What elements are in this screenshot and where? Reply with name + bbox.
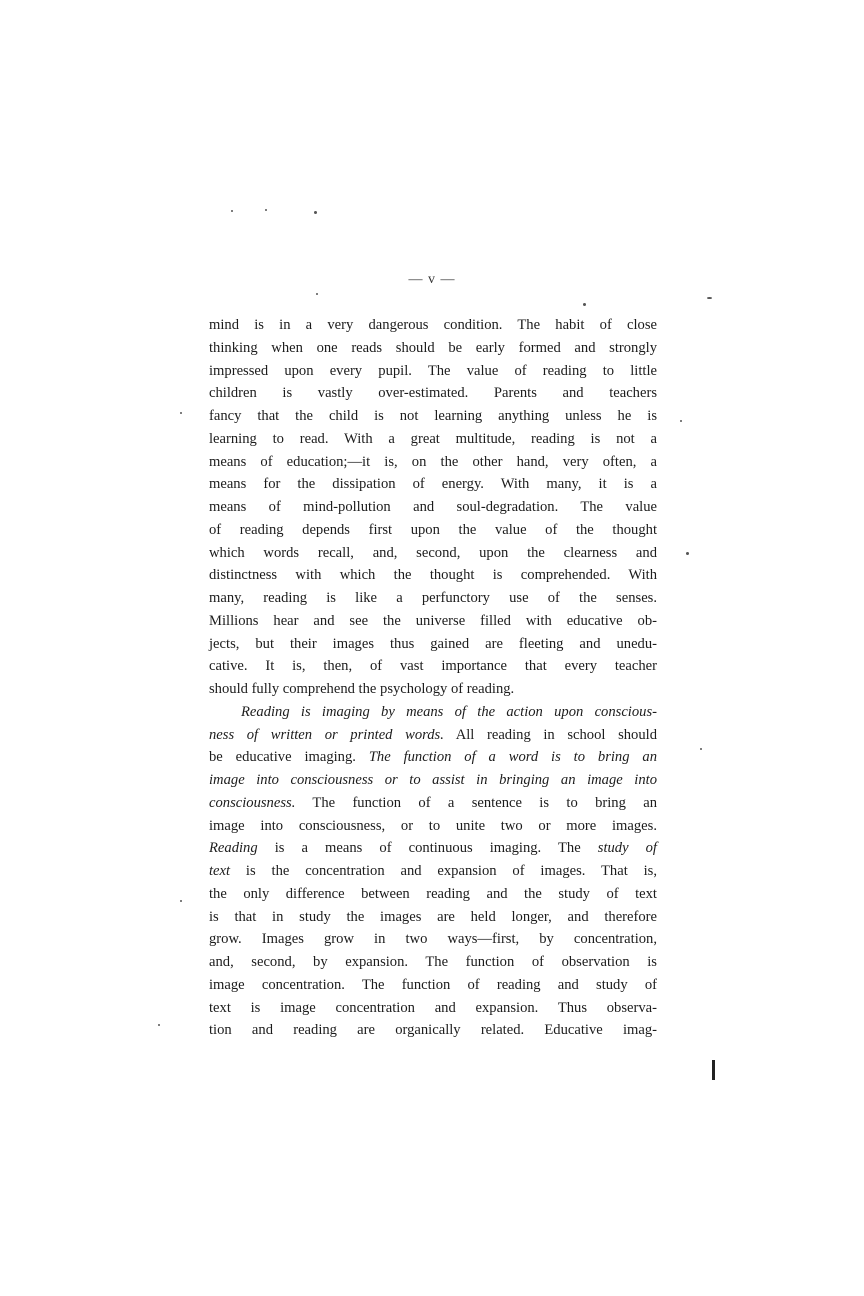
- italic-text: image into consciousness or to assist in bringing an image into: [209, 772, 657, 788]
- text-run: children is vastly over-estimated. Parents and teachers: [209, 385, 657, 402]
- text-line: [209, 906, 657, 929]
- text-line: [209, 633, 657, 656]
- text-line: [209, 951, 657, 974]
- text-run: should fully comprehend the psychology of reading.: [209, 681, 515, 697]
- text-line: [209, 360, 657, 383]
- text-run: distinctness with which the thought is comprehended. With: [209, 567, 657, 584]
- text-run: and, second, by expansion. The function of observation is: [209, 954, 657, 970]
- text-run: text is image concentration and expansion. Thus observa-: [209, 999, 657, 1016]
- text-line: [209, 405, 657, 428]
- text-line: [209, 519, 657, 542]
- text-line: [209, 769, 657, 792]
- scan-speck: [180, 412, 182, 414]
- text-run: Millions hear and see the universe filled with educative ob-: [209, 612, 657, 629]
- text-run: The function of a sentence is to bring an: [295, 794, 657, 811]
- text-run: jects, but their images thus gained are fleeting and unedu-: [209, 635, 657, 652]
- text-run: All reading in school should: [443, 726, 657, 743]
- scan-speck: [316, 293, 318, 295]
- text-line: [209, 655, 657, 678]
- text-run: is that in study the images are held longer, and therefore: [209, 908, 657, 925]
- text-run: which words recall, and, second, upon the clearness and: [209, 544, 657, 561]
- text-run: image concentration. The function of reading and study of: [209, 976, 657, 993]
- text-line: [209, 382, 657, 405]
- text-line: [209, 860, 657, 883]
- text-run: impressed upon every pupil. The value of reading to little: [209, 362, 657, 379]
- scan-speck: [707, 297, 712, 299]
- text-line: [209, 792, 657, 815]
- scan-speck: [583, 303, 586, 306]
- text-line: [209, 496, 657, 519]
- page-number: — v —: [408, 272, 456, 287]
- scan-speck: [314, 211, 317, 214]
- italic-text: consciousness.: [209, 794, 296, 811]
- text-run: means of mind-pollution and soul-degradation. The value: [209, 499, 657, 515]
- text-run: cative. It is, then, of vast importance that every teacher: [209, 658, 657, 675]
- italic-text: study of: [597, 840, 657, 857]
- text-line: [209, 701, 657, 724]
- italic-text: text: [209, 863, 231, 879]
- text-run: fancy that the child is not learning anything unless he is: [209, 408, 657, 424]
- text-run: image into consciousness, or to unite two or more images.: [209, 817, 657, 834]
- text-line: [209, 997, 657, 1020]
- text-line: [209, 815, 657, 838]
- text-run: thinking when one reads should be early formed and strongly: [209, 339, 657, 356]
- text-line: [209, 610, 657, 633]
- scan-speck: [680, 420, 682, 422]
- italic-text: Reading: [209, 840, 258, 857]
- text-line: [209, 337, 657, 360]
- text-line: [209, 746, 657, 769]
- text-run: many, reading is like a perfunctory use of the senses.: [209, 590, 657, 606]
- text-line: [209, 883, 657, 906]
- scan-speck: [700, 748, 702, 750]
- text-line: [209, 473, 657, 496]
- text-run: grow. Images grow in two ways—first, by concentration,: [209, 931, 657, 948]
- text-run: means for the dissipation of energy. With many, it is a: [209, 476, 657, 493]
- text-line: [209, 837, 657, 860]
- italic-text: The function of a word is to bring an: [368, 749, 658, 766]
- scan-speck: [180, 900, 182, 902]
- text-line: [209, 678, 657, 701]
- text-line: [209, 724, 657, 747]
- text-line: [209, 428, 657, 451]
- text-line: [209, 1019, 657, 1042]
- body-text: [209, 314, 657, 1042]
- text-run: tion and reading are organically related. Educative imag-: [209, 1022, 657, 1039]
- scan-edge-mark: [712, 1060, 715, 1080]
- scan-speck: [231, 210, 233, 212]
- text-run: be educative imaging.: [209, 749, 369, 766]
- italic-text: ness of written or printed words.: [209, 726, 444, 743]
- scan-speck: [265, 209, 267, 211]
- text-run: the only difference between reading and the study of text: [209, 885, 657, 902]
- text-run: of reading depends first upon the value of the thought: [209, 521, 657, 538]
- text-line: [209, 564, 657, 587]
- text-run: mind is in a very dangerous condition. The habit of close: [209, 317, 657, 333]
- text-run: learning to read. With a great multitude, reading is not a: [209, 430, 657, 447]
- scan-speck: [686, 552, 689, 555]
- text-run: is a means of continuous imaging. The: [257, 840, 598, 857]
- text-line: [209, 928, 657, 951]
- text-line: [209, 587, 657, 610]
- text-run: means of education;—it is, on the other hand, very often, a: [209, 453, 657, 470]
- text-line: [209, 974, 657, 997]
- italic-text: Reading is imaging by means of the action upon conscious-: [241, 703, 657, 720]
- scan-speck: [158, 1024, 160, 1026]
- text-line: [209, 314, 657, 337]
- text-line: [209, 451, 657, 474]
- text-run: is the concentration and expansion of images. That is,: [230, 863, 657, 879]
- text-line: [209, 542, 657, 565]
